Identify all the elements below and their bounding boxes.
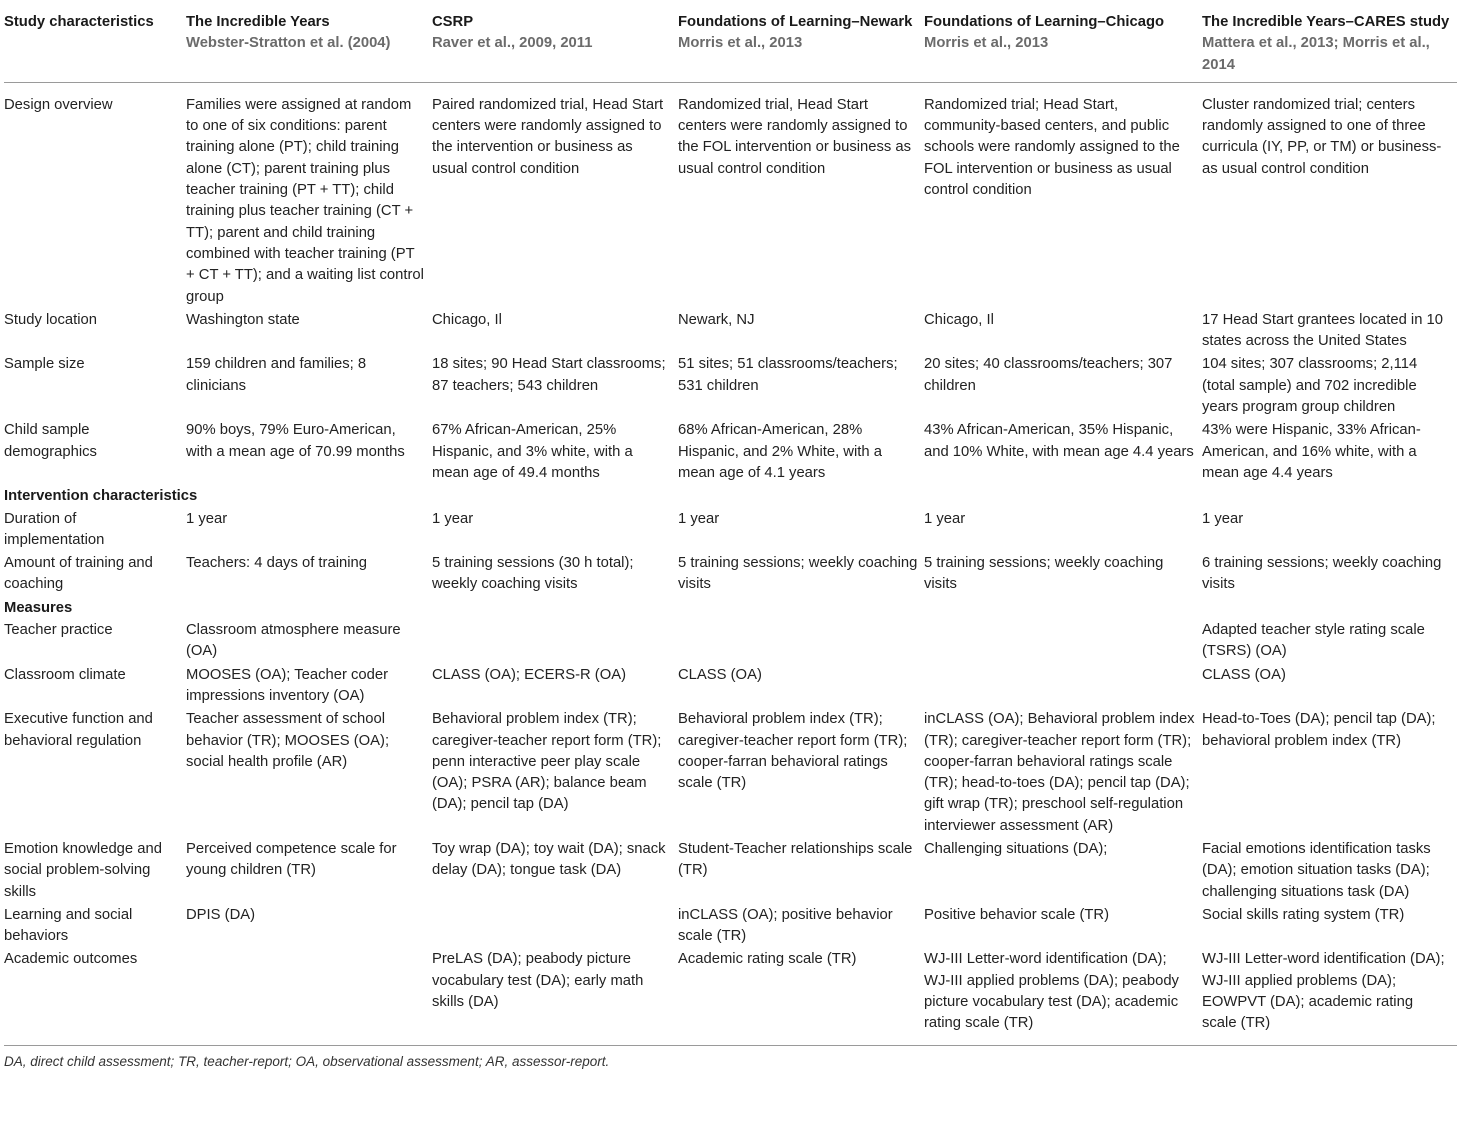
table-row (4, 354, 1457, 420)
table-cell (924, 620, 1202, 665)
table-cell: 5 training sessions; weekly coaching visits (678, 555, 918, 593)
table-cell: 159 children and families; 8 clinicians (186, 356, 367, 394)
row-label: Study location (4, 311, 97, 328)
table-cell: 1 year (924, 510, 966, 527)
section-heading: Measures (4, 599, 73, 616)
table-cell: Teachers: 4 days of training (186, 555, 367, 572)
row-label: Emotion knowledge and social problem-solving skills (4, 840, 162, 900)
row-label: Sample size (4, 356, 85, 373)
table-cell: Newark, NJ (678, 311, 755, 328)
table-cell: CLASS (OA) (1202, 666, 1286, 683)
row-label: Classroom climate (4, 666, 126, 683)
table-cell: Cluster randomized trial; centers randomly assigned to one of three curricula (IY, PP, or TM) or business-as usual control condition (1202, 96, 1442, 177)
table-cell: Classroom atmosphere measure (OA) (186, 622, 401, 660)
table-cell: Positive behavior scale (TR) (924, 906, 1110, 923)
header-citation: Raver et al., 2009, 2011 (432, 35, 593, 52)
header-cell (186, 0, 432, 82)
table-cell: Randomized trial, Head Start centers were randomly assigned to the FOL intervention or business as usual control condition (678, 96, 912, 177)
table-cell: Washington state (186, 311, 300, 328)
row-label: Teacher practice (4, 622, 113, 639)
table-cell (678, 620, 924, 665)
table-row (4, 509, 1457, 554)
table-cell: Paired randomized trial, Head Start centers were randomly assigned to the intervention or business as usual control condition (432, 96, 664, 177)
table-cell: Toy wrap (DA); toy wait (DA); snack delay (DA); tongue task (DA) (432, 840, 666, 879)
table-cell: Student-Teacher relationships scale (TR) (678, 840, 913, 879)
header-cell (1202, 0, 1457, 82)
table-cell: Perceived competence scale for young children (TR) (186, 840, 397, 879)
table-row (4, 665, 1457, 710)
table-cell: 18 sites; 90 Head Start classrooms; 87 teachers; 543 children (432, 356, 666, 394)
header-title: Foundations of Learning–Newark (678, 14, 913, 30)
row-label: Amount of training and coaching (4, 555, 153, 593)
header-cell (678, 0, 924, 82)
table-row (4, 620, 1457, 665)
header-title: The Incredible Years–CARES study (1202, 14, 1450, 30)
table-cell: 104 sites; 307 classrooms; 2,114 (total sample) and 702 incredible years program group children (1202, 356, 1418, 416)
row-label: Academic outcomes (4, 951, 138, 968)
table-cell: 1 year (678, 510, 720, 527)
table-cell (432, 905, 678, 950)
table-cell: 5 training sessions; weekly coaching visits (924, 555, 1164, 593)
table-cell: Teacher assessment of school behavior (TR); MOOSES (OA); social health profile (AR) (186, 711, 390, 770)
table-cell: DPIS (DA) (186, 906, 256, 923)
header-citation: Morris et al., 2013 (924, 35, 1049, 52)
table-cell: 43% were Hispanic, 33% African-American, and 16% white, with a mean age 4.4 years (1202, 422, 1421, 481)
table-row (4, 310, 1457, 355)
table-cell: 17 Head Start grantees located in 10 states across the United States (1202, 311, 1444, 350)
table-row (4, 905, 1457, 950)
table-row (4, 82, 1457, 309)
table-cell: 67% African-American, 25% Hispanic, and 3% white, with a mean age of 49.4 months (432, 422, 633, 481)
table-row (4, 553, 1457, 598)
table-cell: 90% boys, 79% Euro-American, with a mean age of 70.99 months (186, 422, 405, 460)
study-comparison-table (4, 0, 1457, 1037)
table-body (4, 82, 1457, 1036)
table-cell: 5 training sessions (30 h total); weekly coaching visits (432, 555, 634, 593)
table-cell: Families were assigned at random to one of six conditions: parent training alone (PT); child training alone (CT); parent training plus teacher training (PT + TT); child training plus teacher training (CT + TT); parent and child training combined with teacher training (PT + CT + TT); and a waiting list control group (186, 96, 424, 305)
table-cell: 1 year (432, 510, 474, 527)
table-cell (186, 949, 432, 1036)
table-cell: Challenging situations (DA); (924, 840, 1108, 857)
section-heading: Intervention characteristics (4, 488, 198, 505)
table-cell (432, 620, 678, 665)
section-header-row (4, 598, 1457, 620)
table-cell (924, 665, 1202, 710)
table-cell: 6 training sessions; weekly coaching visits (1202, 555, 1442, 593)
row-label: Executive function and behavioral regulation (4, 711, 153, 749)
table-cell: inCLASS (OA); Behavioral problem index (TR); caregiver-teacher report form (TR); cooper-farran behavioral ratings scale (TR); head-to-toes (DA); pencil tap (DA); gift wrap (TR); preschool self-regulation interviewer assessment (AR) (924, 711, 1195, 834)
table-cell: CLASS (OA) (678, 666, 762, 683)
row-label: Learning and social behaviors (4, 906, 133, 945)
table-cell: 1 year (1202, 510, 1244, 527)
header-title: The Incredible Years (186, 14, 330, 30)
table-cell: inCLASS (OA); positive behavior scale (TR) (678, 906, 893, 945)
header-citation: Mattera et al., 2013; Morris et al., 2014 (1202, 35, 1430, 73)
table-row (4, 839, 1457, 905)
table-cell: 43% African-American, 35% Hispanic, and 10% White, with mean age 4.4 years (924, 422, 1194, 460)
header-cell (4, 0, 186, 82)
row-label: Duration of implementation (4, 510, 105, 548)
row-label: Child sample demographics (4, 422, 97, 460)
table-cell: WJ-III Letter-word identification (DA); WJ-III applied problems (DA); peabody picture vocabulary test (DA); academic rating scale (TR) (924, 951, 1179, 1032)
table-row (4, 709, 1457, 839)
table-cell: Social skills rating system (TR) (1202, 906, 1405, 923)
table-cell: Academic rating scale (TR) (678, 951, 857, 968)
table-cell: MOOSES (OA); Teacher coder impressions inventory (OA) (186, 666, 389, 704)
table-cell: 1 year (186, 510, 228, 527)
table-cell: Chicago, Il (924, 311, 994, 328)
table-cell: Behavioral problem index (TR); caregiver-teacher report form (TR); penn interactive peer play scale (OA); PSRA (AR); balance beam (DA); pencil tap (DA) (432, 711, 662, 813)
header-title: Study characteristics (4, 14, 154, 30)
table-row (4, 420, 1457, 486)
header-cell (432, 0, 678, 82)
table-cell: Adapted teacher style rating scale (TSRS) (OA) (1202, 622, 1425, 660)
table-cell: Behavioral problem index (TR); caregiver-teacher report form (TR); cooper-farran behavioral ratings scale (TR) (678, 711, 908, 792)
table-cell: PreLAS (DA); peabody picture vocabulary test (DA); early math skills (DA) (432, 951, 644, 1011)
header-citation: Webster-Stratton et al. (2004) (186, 35, 391, 52)
table-cell: Facial emotions identification tasks (DA); emotion situation tasks (DA); challenging situations task (DA) (1202, 840, 1431, 900)
table-cell: 51 sites; 51 classrooms/teachers; 531 children (678, 356, 898, 394)
row-label: Design overview (4, 96, 113, 113)
table-cell: 68% African-American, 28% Hispanic, and 2% White, with a mean age of 4.1 years (678, 422, 882, 481)
header-citation: Morris et al., 2013 (678, 35, 803, 52)
table-cell: Head-to-Toes (DA); pencil tap (DA); behavioral problem index (TR) (1202, 711, 1436, 749)
table-cell: CLASS (OA); ECERS-R (OA) (432, 666, 627, 683)
table-footnote: DA, direct child assessment; TR, teacher-report; OA, observational assessment; AR, assessor-report. (4, 1045, 1457, 1069)
header-title: CSRP (432, 14, 474, 30)
header-title: Foundations of Learning–Chicago (924, 14, 1165, 30)
section-header-row (4, 486, 1457, 508)
table-cell: 20 sites; 40 classrooms/teachers; 307 children (924, 356, 1173, 394)
table-cell: WJ-III Letter-word identification (DA); WJ-III applied problems (DA); EOWPVT (DA); academic rating scale (TR) (1202, 951, 1445, 1032)
table-header-row (4, 0, 1457, 82)
header-cell (924, 0, 1202, 82)
table-row (4, 949, 1457, 1036)
table-cell: Randomized trial; Head Start, community-based centers, and public schools were randomly assigned to the FOL intervention or business as usual control condition (924, 96, 1180, 199)
table-cell: Chicago, Il (432, 311, 502, 328)
